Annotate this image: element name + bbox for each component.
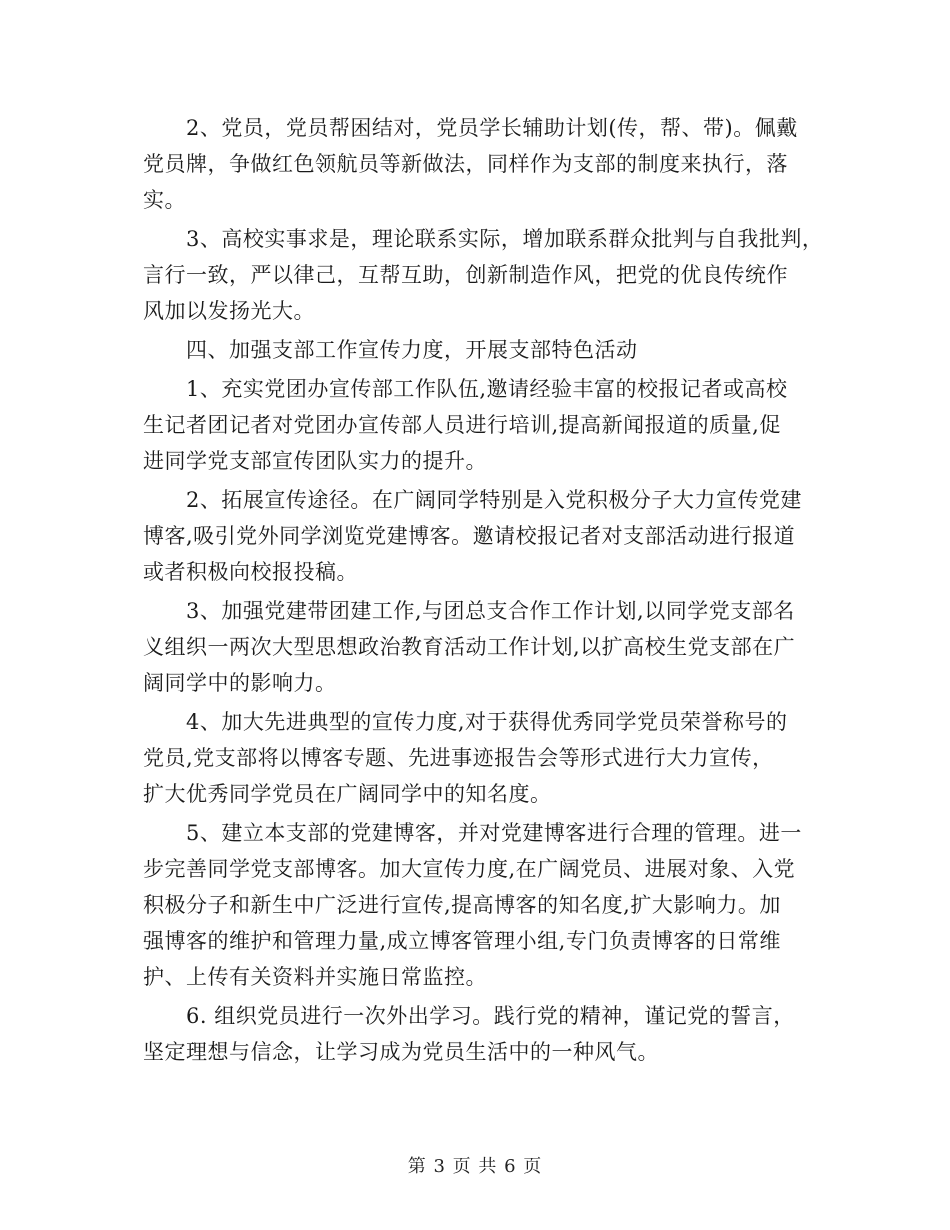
paragraph: [143, 110, 819, 218]
text-line: 扩大优秀同学党员在广阔同学中的知名度。: [143, 782, 552, 806]
text-line: 党员,党支部将以博客专题、先进事迹报告会等形式进行大力宣传，: [143, 746, 774, 770]
text-line: 或者积极向校报投稿。: [143, 560, 358, 584]
text-line: 4、加大先进典型的宣传力度,对于获得优秀同学党员荣誉称号的: [186, 710, 788, 734]
page-number-footer: 第 3 页 共 6 页: [407, 1156, 543, 1177]
text-line: 6. 组织党员进行一次外出学习。践行党的精神，谨记党的誓言，: [186, 1004, 795, 1028]
document-body: [143, 110, 824, 1073]
text-line: 2、党员，党员帮困结对，党员学长辅助计划(传，帮、带)。佩戴: [186, 116, 798, 140]
paragraph: [143, 815, 819, 995]
text-line: 积极分子和新生中广泛进行宣传,提高博客的知名度,扩大影响力。加: [143, 893, 781, 917]
text-line: 博客,吸引党外同学浏览党建博客。邀请校报记者对支部活动进行报道: [143, 524, 796, 548]
section-heading: [143, 332, 819, 368]
text-line: 生记者团记者对党团办宣传部人员进行培训,提高新闻报道的质量,促: [143, 413, 781, 437]
text-line: 护、上传有关资料并实施日常监控。: [143, 965, 487, 989]
text-line: 言行一致，严以律己，互帮互助，创新制造作风，把党的优良传统作: [143, 263, 788, 287]
text-line: 1、充实党团办宣传部工作队伍,邀请经验丰富的校报记者或高校: [186, 377, 788, 401]
text-line: 四、加强支部工作宣传力度，开展支部特色活动: [186, 338, 638, 362]
text-line: 2、拓展宣传途径。在广阔同学特别是入党积极分子大力宣传党建: [186, 488, 802, 512]
text-line: 强博客的维护和管理力量,成立博客管理小组,专门负责博客的日常维: [143, 929, 781, 953]
paragraph: [143, 998, 819, 1070]
text-line: 坚定理想与信念，让学习成为党员生活中的一种风气。: [143, 1040, 659, 1064]
text-line: 义组织一两次大型思想政治教育活动工作计划,以扩高校生党支部在广: [143, 635, 796, 659]
paragraph: [143, 593, 819, 701]
paragraph: [143, 704, 819, 812]
paragraph: [143, 482, 819, 590]
text-line: 阔同学中的影响力。: [143, 671, 337, 695]
text-line: 党员牌，争做红色领航员等新做法，同样作为支部的制度来执行，落: [143, 152, 788, 176]
text-line: 风加以发扬光大。: [143, 299, 315, 323]
text-line: 实。: [143, 188, 186, 212]
text-line: 步完善同学党支部博客。加大宣传力度,在广阔党员、进展对象、入党: [143, 857, 796, 881]
text-line: 5、建立本支部的党建博客，并对党建博客进行合理的管理。进一: [186, 821, 802, 845]
paragraph: [143, 221, 824, 329]
text-line: 3、高校实事求是，理论联系实际，增加联系群众批判与自我批判，: [186, 227, 824, 251]
text-line: 进同学党支部宣传团队实力的提升。: [143, 449, 487, 473]
text-line: 3、加强党建带团建工作,与团总支合作工作计划,以同学党支部名: [186, 599, 795, 623]
paragraph: [143, 371, 819, 479]
